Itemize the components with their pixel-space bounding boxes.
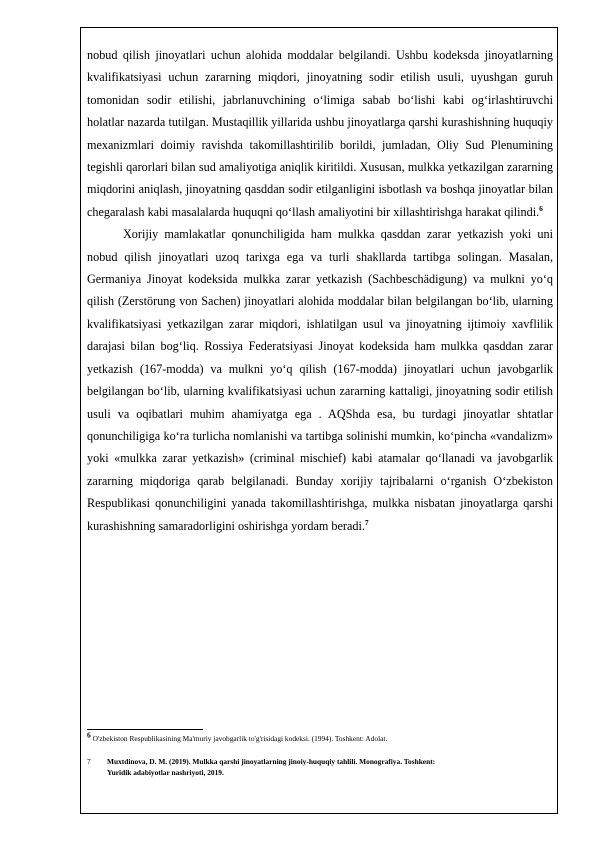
paragraph-1-line: bo‘lishi kabi og‘irlashtiruvchi holatlar nazarda tutilgan. Mustaqillik yillarida ushbu (87, 92, 553, 130)
footnote-7 (87, 756, 553, 778)
footnote-7-text-line1: Muxtdinova, D. M. (2019). Mulkka qarshi jinoyatlarning jinoiy-huquqiy tahlili. Monografiya. Toshkent: (107, 757, 436, 766)
paragraph-2 (87, 223, 553, 537)
footnote-separator (87, 729, 203, 730)
paragraph-1-line: bilan chegaralash kabi masalalarda huquqni qo‘llash amaliyotini bir xillashtirishga (87, 182, 554, 219)
paragraph-1-line: jinoyatlarning kvalifikatsiyasi uchun zararning miqdori, jinoyatning sodir etilish (87, 48, 553, 85)
main-text (87, 44, 553, 537)
paragraph-1 (87, 44, 553, 223)
footnote-6-number: 6 (87, 730, 91, 740)
paragraph-1-line: jinoyatlarga qarshi kurashishning huquqiy mexanizmlari doimiy ravishda (87, 115, 553, 152)
footnote-7-text-line2: Yuridik adabiyotlar nashriyoti, 2019. (107, 768, 224, 777)
footnote-6-text: O'zbekiston Respublikasining Ma'muriy javobgarlik to'g'risidagi kodeksi. (1994). Toshkent: Adolat. (92, 734, 388, 743)
footnote-ref-7[interactable]: 7 (364, 517, 369, 527)
footnote-ref-6[interactable]: 6 (539, 203, 543, 213)
paragraph-1-line: usuli, uyushgan guruh tomonidan sodir etilishi, jabrlanuvchining o‘limiga sabab (87, 70, 553, 107)
paragraph-1-line: takomillashtirilib borildi, jumladan, Oliy Sud Plenumining tegishli qarorlari bilan (87, 137, 554, 175)
paragraph-1-line: aniqlash, jinoyatning qasddan sodir etilganligini isbotlash va boshqa jinoyatlar (138, 182, 526, 197)
footnote-7-number: 7 (87, 757, 91, 766)
paragraph-2-text: Xorijiy mamlakatlar qonunchiligida ham mulkka qasddan zarar yetkazish yoki uni nobud qilish jinoyatlari uzoq tarixga ega va turli shakllarda tartibga solingan. Masalan, Germaniya Jinoyat kodeksida mulkka zarar yetkazish (Sachbeschädigung) va mulkni yo‘q qilish (Zerstörung von Sachen) jinoyatlari alohida moddalar bilan belgilangan bo‘lib, ularning kvalifikatsiyasi yetkazilgan zarar miqdori, ishlatilgan usul va jinoyatning ijtimoiy xavflilik darajasi bilan bog‘liq. Rossiya Federatsiyasi Jinoyat kodeksida ham mulkka qasddan zarar yetkazish (167-modda) va mulkni yo‘q qilish (167-modda) jinoyatlari uchun javobgarlik belgilangan bo‘lib, ularning kvalifikatsiyasi uchun zararning kattaligi, jinoyatning sodir etilish usuli va oqibatlari muhim ahamiyatga ega . AQShda esa, bu turdagi jinoyatlar shtatlar qonunchiligiga ko‘ra turlicha nomlanishi va tartibga solinishi mumkin, ko‘pincha «vandalizm» yoki «mulkka zarar yetkazish» (criminal mischief) kabi atamalar qo‘llanadi va javobgarlik zararning miqdoriga qarab belgilanadi. Bunday xorijiy tajribalarni o‘rganish O‘zbekiston Respublikasi qonunchiligini yanada takomillashtirishga, mulkka nisbatan jinoyatlarga qarshi kurashishning samaradorligini oshirishga yordam beradi. (87, 227, 553, 533)
footnote-6 (87, 730, 553, 744)
paragraph-1-line: nobud qilish jinoyatlari uchun alohida moddalar belgilandi. Ushbu kodeksda (87, 48, 480, 62)
paragraph-1-line: sud amaliyotiga aniqlik kiritildi. Xususan, mulkka yetkazilgan zararning miqdorini (87, 160, 554, 197)
paragraph-1-last: harakat qilindi. (465, 204, 540, 219)
